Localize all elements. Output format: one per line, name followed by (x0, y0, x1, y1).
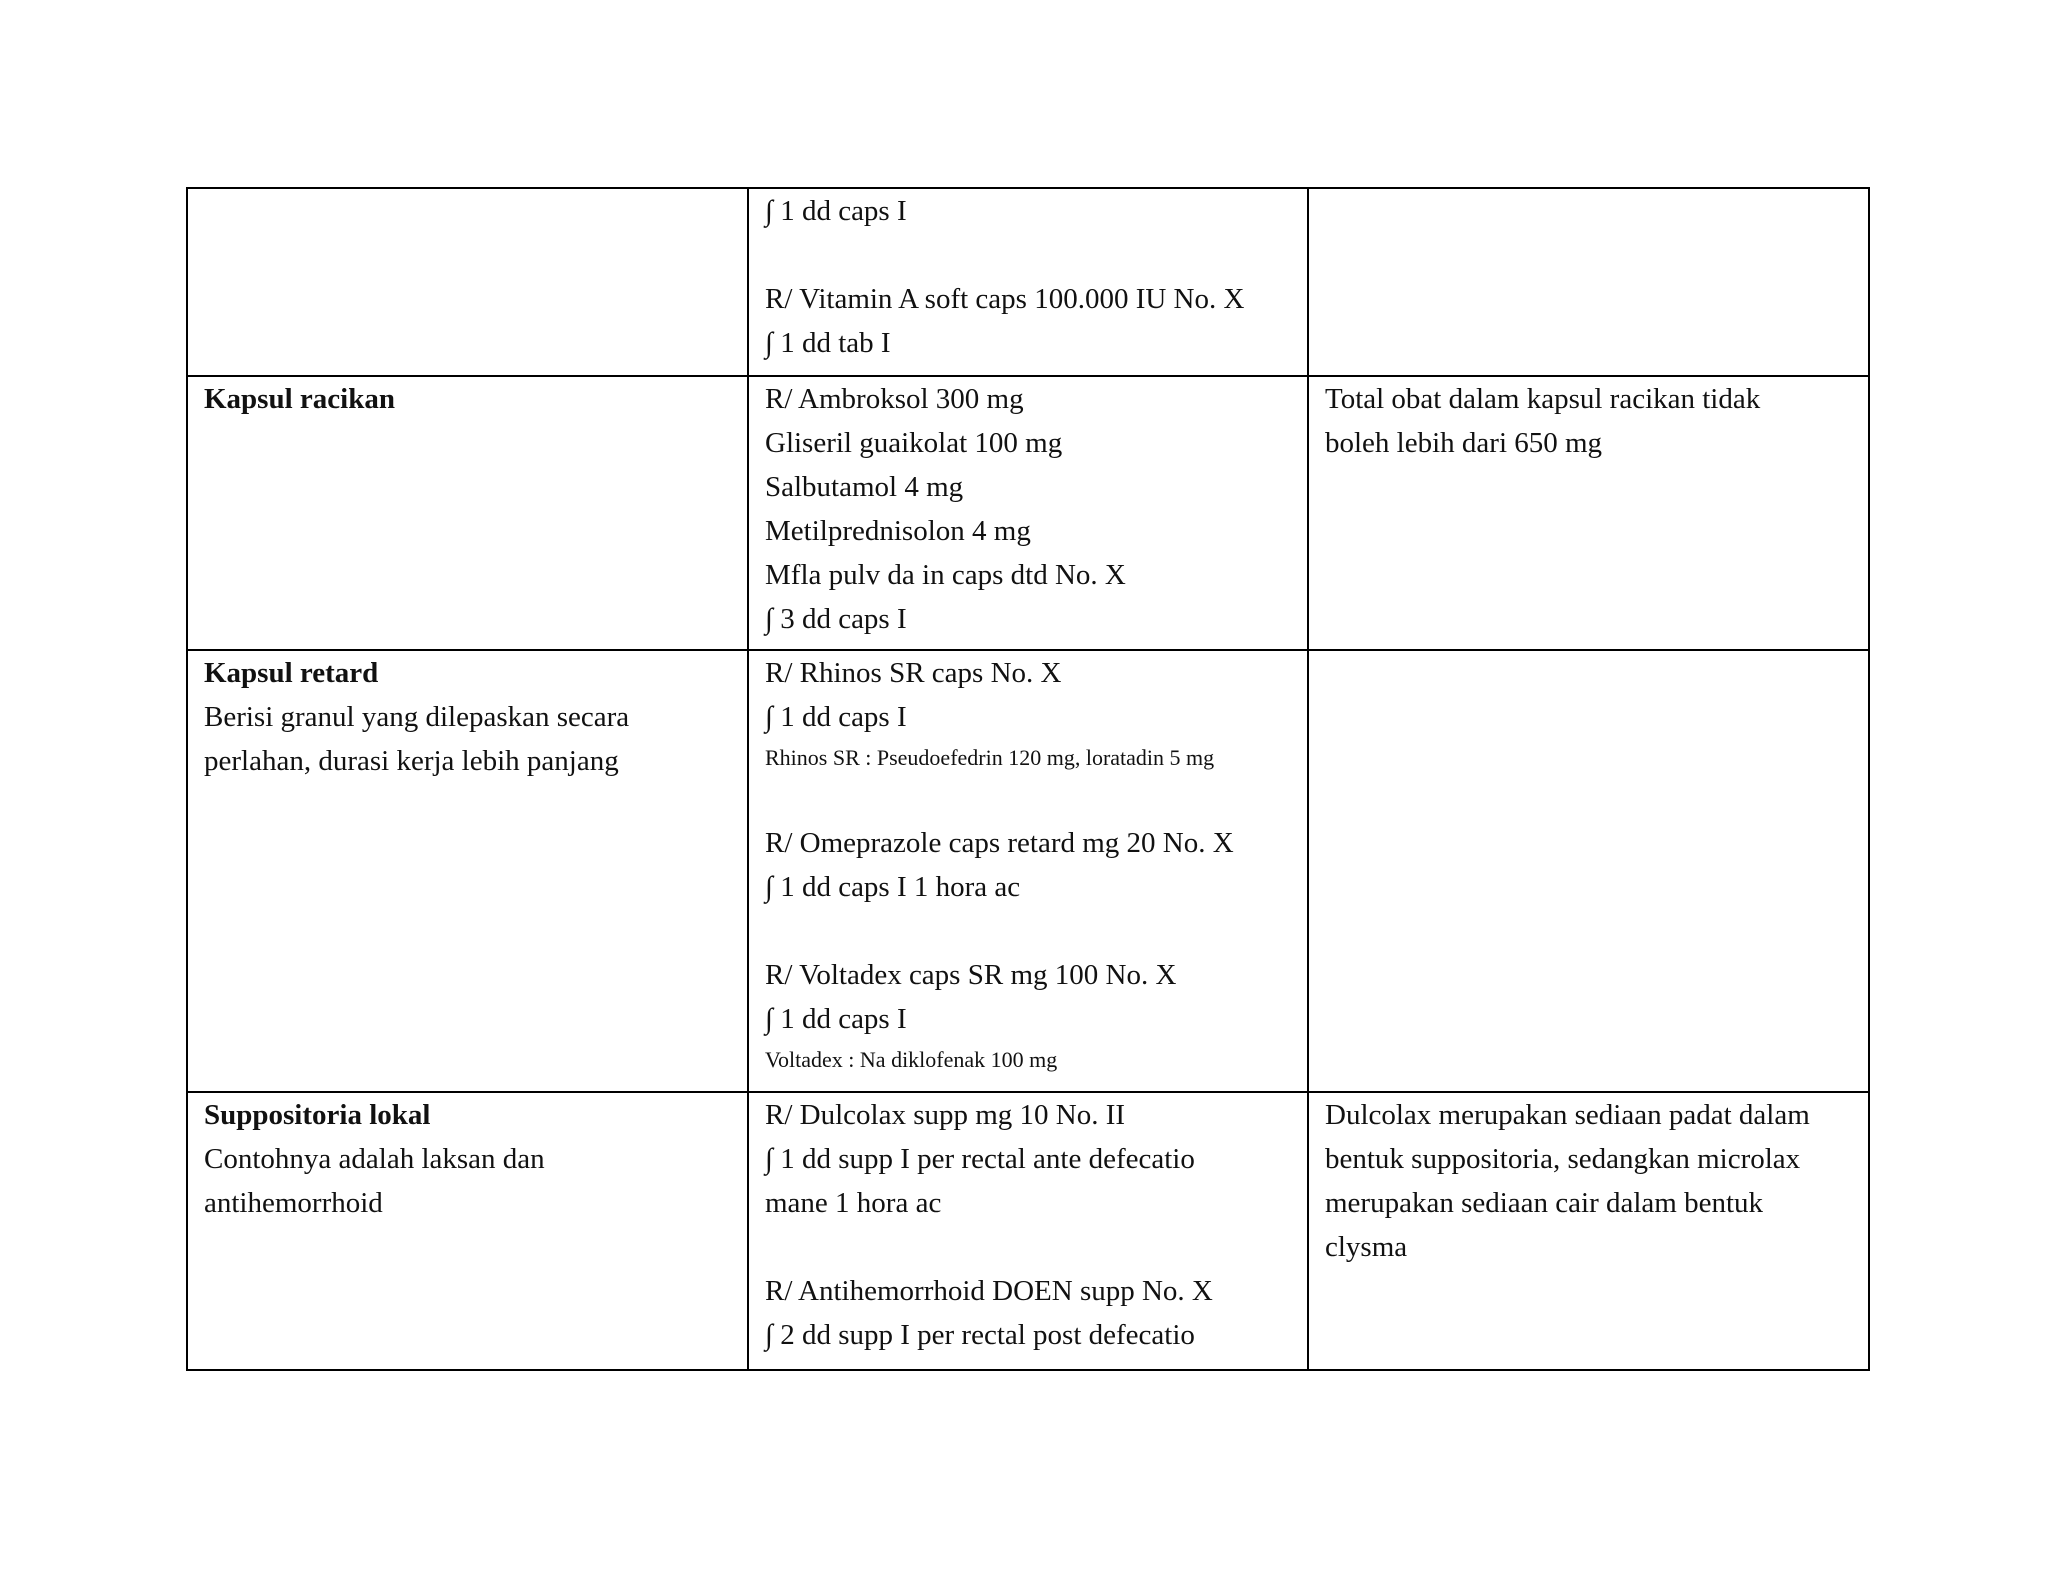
prescription-line: R/ Ambroksol 300 mg (765, 383, 1024, 415)
blank-line (765, 909, 1291, 953)
category-title: Kapsul racikan (204, 383, 395, 415)
blank-line (765, 777, 1291, 821)
notes-cell (1308, 1092, 1869, 1370)
blank-line (765, 233, 1291, 277)
category-description-line: perlahan, durasi kerja lebih panjang (204, 745, 619, 777)
prescription-line: R/ Omeprazole caps retard mg 20 No. X (765, 827, 1234, 859)
category-cell (187, 650, 748, 1092)
prescription-cell (748, 376, 1308, 650)
prescription-cell (748, 1092, 1308, 1370)
table-row (187, 188, 1869, 376)
prescription-cell (748, 188, 1308, 376)
blank-line (765, 1225, 1291, 1269)
prescription-line: R/ Dulcolax supp mg 10 No. II (765, 1099, 1126, 1131)
notes-cell (1308, 188, 1869, 376)
category-cell (187, 1092, 748, 1370)
table-row (187, 650, 1869, 1092)
prescription-line: R/ Rhinos SR caps No. X (765, 657, 1062, 689)
category-cell (187, 376, 748, 650)
category-description-line: Contohnya adalah laksan dan (204, 1143, 545, 1175)
prescription-line: mane 1 hora ac (765, 1187, 942, 1219)
note-line: boleh lebih dari 650 mg (1325, 427, 1603, 459)
notes-cell (1308, 650, 1869, 1092)
notes-cell (1308, 376, 1869, 650)
prescription-line: Mfla pulv da in caps dtd No. X (765, 559, 1126, 591)
prescription-line: ∫ 1 dd caps I (765, 701, 907, 733)
prescription-line: Metilprednisolon 4 mg (765, 515, 1031, 547)
prescription-line: ∫ 3 dd caps I (765, 603, 907, 635)
category-description-line: antihemorrhoid (204, 1187, 383, 1219)
category-title: Suppositoria lokal (204, 1099, 431, 1131)
prescription-line: ∫ 1 dd caps I 1 hora ac (765, 871, 1021, 903)
prescription-line: R/ Voltadex caps SR mg 100 No. X (765, 959, 1177, 991)
category-description-line: Berisi granul yang dilepaskan secara (204, 701, 630, 733)
note-line: merupakan sediaan cair dalam bentuk (1325, 1187, 1764, 1219)
note-line: bentuk suppositoria, sedangkan microlax (1325, 1143, 1801, 1175)
category-title: Kapsul retard (204, 657, 379, 689)
prescription-line: R/ Vitamin A soft caps 100.000 IU No. X (765, 283, 1245, 315)
prescription-line: ∫ 1 dd caps I (765, 195, 907, 227)
prescription-line: ∫ 2 dd supp I per rectal post defecatio (765, 1319, 1195, 1351)
composition-note: Rhinos SR : Pseudoefedrin 120 mg, loratadin 5 mg (765, 745, 1215, 770)
composition-note: Voltadex : Na diklofenak 100 mg (765, 1047, 1058, 1072)
note-line: Total obat dalam kapsul racikan tidak (1325, 383, 1761, 415)
table-row (187, 376, 1869, 650)
note-line: clysma (1325, 1231, 1408, 1263)
prescription-cell (748, 650, 1308, 1092)
prescription-line: R/ Antihemorrhoid DOEN supp No. X (765, 1275, 1213, 1307)
table-row (187, 1092, 1869, 1370)
category-cell (187, 188, 748, 376)
prescription-line: Gliseril guaikolat 100 mg (765, 427, 1063, 459)
prescription-line: Salbutamol 4 mg (765, 471, 964, 503)
prescription-line: ∫ 1 dd caps I (765, 1003, 907, 1035)
prescription-line: ∫ 1 dd supp I per rectal ante defecatio (765, 1143, 1195, 1175)
note-line: Dulcolax merupakan sediaan padat dalam (1325, 1099, 1810, 1131)
prescription-line: ∫ 1 dd tab I (765, 327, 891, 359)
prescription-table (186, 187, 1870, 1371)
